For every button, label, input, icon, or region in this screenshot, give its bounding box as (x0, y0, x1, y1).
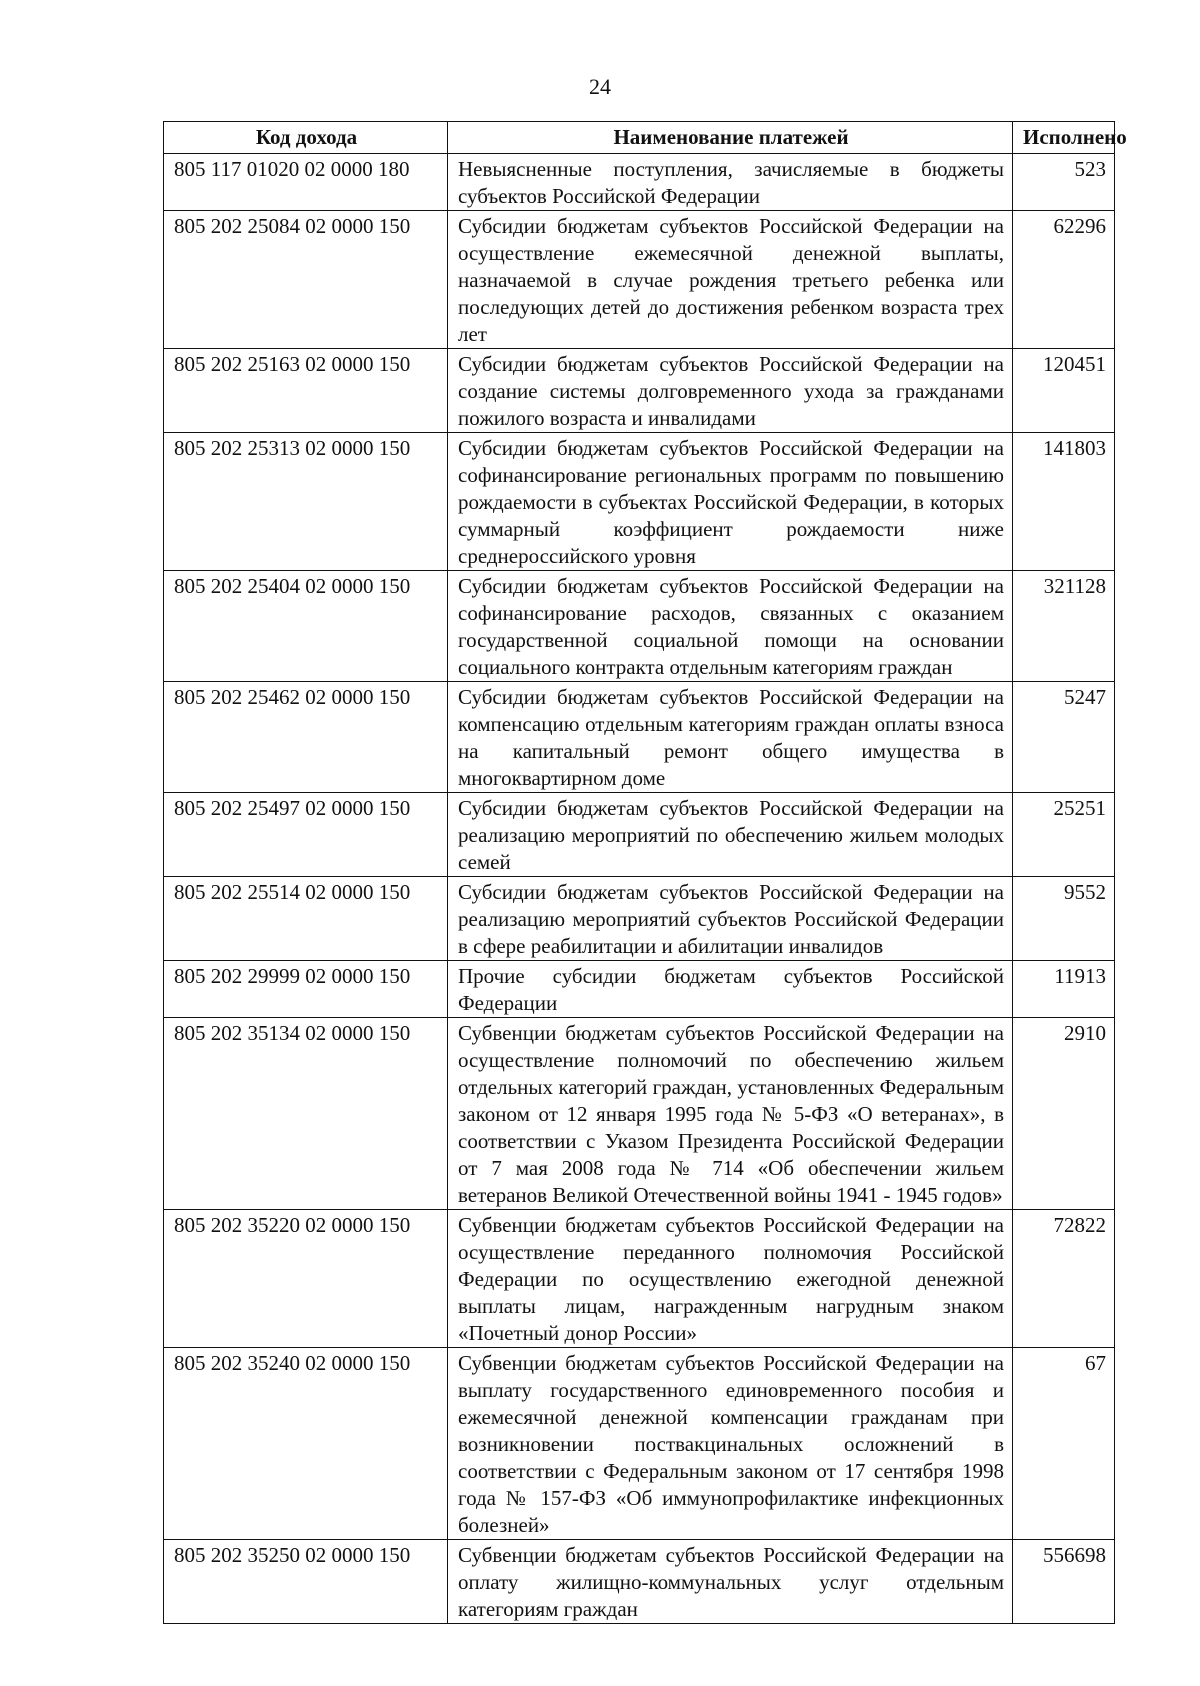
header-amount: Исполнено (1013, 122, 1115, 154)
revenue-table (163, 121, 1127, 1624)
cell-name: Субсидии бюджетам субъектов Российской Федерации на софинансирование расходов, связанных с оказанием государственной социальной помощи на основании социального контракта отдельным категориям граждан (448, 571, 1013, 682)
header-code: Код дохода (164, 122, 448, 154)
cell-code: 805 202 29999 02 0000 150 (164, 961, 448, 1018)
table-row (164, 1540, 1115, 1624)
cell-amount: 67 (1013, 1348, 1115, 1540)
cell-code: 805 202 25462 02 0000 150 (164, 682, 448, 793)
cell-amount: 62296 (1013, 211, 1115, 349)
table-row (164, 154, 1115, 211)
header-name: Наименование платежей (448, 122, 1013, 154)
cell-code: 805 202 25497 02 0000 150 (164, 793, 448, 877)
cell-amount: 11913 (1013, 961, 1115, 1018)
cell-code: 805 202 25163 02 0000 150 (164, 349, 448, 433)
cell-name: Субсидии бюджетам субъектов Российской Федерации на софинансирование региональных программ по повышению рождаемости в субъектах Российской Федерации, в которых суммарный коэффициент рождаемости ниже среднероссийского уровня (448, 433, 1013, 571)
cell-name: Субвенции бюджетам субъектов Российской Федерации на осуществление переданного полномочия Российской Федерации по осуществлению ежегодной денежной выплаты лицам, награжденным нагрудным знаком «Почетный донор России» (448, 1210, 1013, 1348)
cell-name: Невыясненные поступления, зачисляемые в бюджеты субъектов Российской Федерации (448, 154, 1013, 211)
table-row (164, 1210, 1115, 1348)
cell-code: 805 202 35250 02 0000 150 (164, 1540, 448, 1624)
cell-amount: 523 (1013, 154, 1115, 211)
table-row (164, 961, 1115, 1018)
cell-amount: 321128 (1013, 571, 1115, 682)
cell-amount: 2910 (1013, 1018, 1115, 1210)
table-row (164, 433, 1115, 571)
cell-code: 805 202 25313 02 0000 150 (164, 433, 448, 571)
cell-name: Субсидии бюджетам субъектов Российской Федерации на компенсацию отдельным категориям граждан оплаты взноса на капитальный ремонт общего имущества в многоквартирном доме (448, 682, 1013, 793)
cell-code: 805 202 35134 02 0000 150 (164, 1018, 448, 1210)
cell-name: Субсидии бюджетам субъектов Российской Федерации на реализацию мероприятий по обеспечению жильем молодых семей (448, 793, 1013, 877)
table-body (164, 154, 1115, 1624)
table-row (164, 571, 1115, 682)
table-header (164, 122, 1127, 154)
cell-code: 805 202 35240 02 0000 150 (164, 1348, 448, 1540)
cell-name: Субвенции бюджетам субъектов Российской Федерации на выплату государственного единовременного пособия и ежемесячной денежной компенсации гражданам при возникновении поствакцинальных осложнений в соответствии с Федеральным законом от 17 сентября 1998 года № 157-ФЗ «Об иммунопрофилактике инфекционных болезней» (448, 1348, 1013, 1540)
cell-amount: 9552 (1013, 877, 1115, 961)
header-row (164, 122, 1115, 154)
page-number: 24 (589, 74, 611, 99)
cell-name: Субсидии бюджетам субъектов Российской Федерации на создание системы долговременного ухода за гражданами пожилого возраста и инвалидами (448, 349, 1013, 433)
cell-name: Прочие субсидии бюджетам субъектов Российской Федерации (448, 961, 1013, 1018)
cell-amount: 556698 (1013, 1540, 1115, 1624)
cell-amount: 72822 (1013, 1210, 1115, 1348)
table-row (164, 1018, 1115, 1210)
table-row (164, 682, 1115, 793)
cell-code: 805 202 25514 02 0000 150 (164, 877, 448, 961)
table-row (164, 793, 1115, 877)
cell-name: Субсидии бюджетам субъектов Российской Федерации на осуществление ежемесячной денежной выплаты, назначаемой в случае рождения третьего ребенка или последующих детей до достижения ребенком возраста трех лет (448, 211, 1013, 349)
cell-amount: 120451 (1013, 349, 1115, 433)
cell-name: Субсидии бюджетам субъектов Российской Федерации на реализацию мероприятий субъектов Российской Федерации в сфере реабилитации и абилитации инвалидов (448, 877, 1013, 961)
cell-name: Субвенции бюджетам субъектов Российской Федерации на осуществление полномочий по обеспечению жильем отдельных категорий граждан, установленных Федеральным законом от 12 января 1995 года № 5-ФЗ «О ветеранах», в соответствии с Указом Президента Российской Федерации от 7 мая 2008 года № 714 «Об обеспечении жильем ветеранов Великой Отечественной войны 1941 - 1945 годов» (448, 1018, 1013, 1210)
cell-name: Субвенции бюджетам субъектов Российской Федерации на оплату жилищно-коммунальных услуг отдельным категориям граждан (448, 1540, 1013, 1624)
cell-code: 805 117 01020 02 0000 180 (164, 154, 448, 211)
table-row (164, 1348, 1115, 1540)
cell-code: 805 202 35220 02 0000 150 (164, 1210, 448, 1348)
table-row (164, 877, 1115, 961)
cell-amount: 141803 (1013, 433, 1115, 571)
table-row (164, 349, 1115, 433)
cell-code: 805 202 25084 02 0000 150 (164, 211, 448, 349)
cell-amount: 25251 (1013, 793, 1115, 877)
table-row (164, 211, 1115, 349)
cell-amount: 5247 (1013, 682, 1115, 793)
cell-code: 805 202 25404 02 0000 150 (164, 571, 448, 682)
